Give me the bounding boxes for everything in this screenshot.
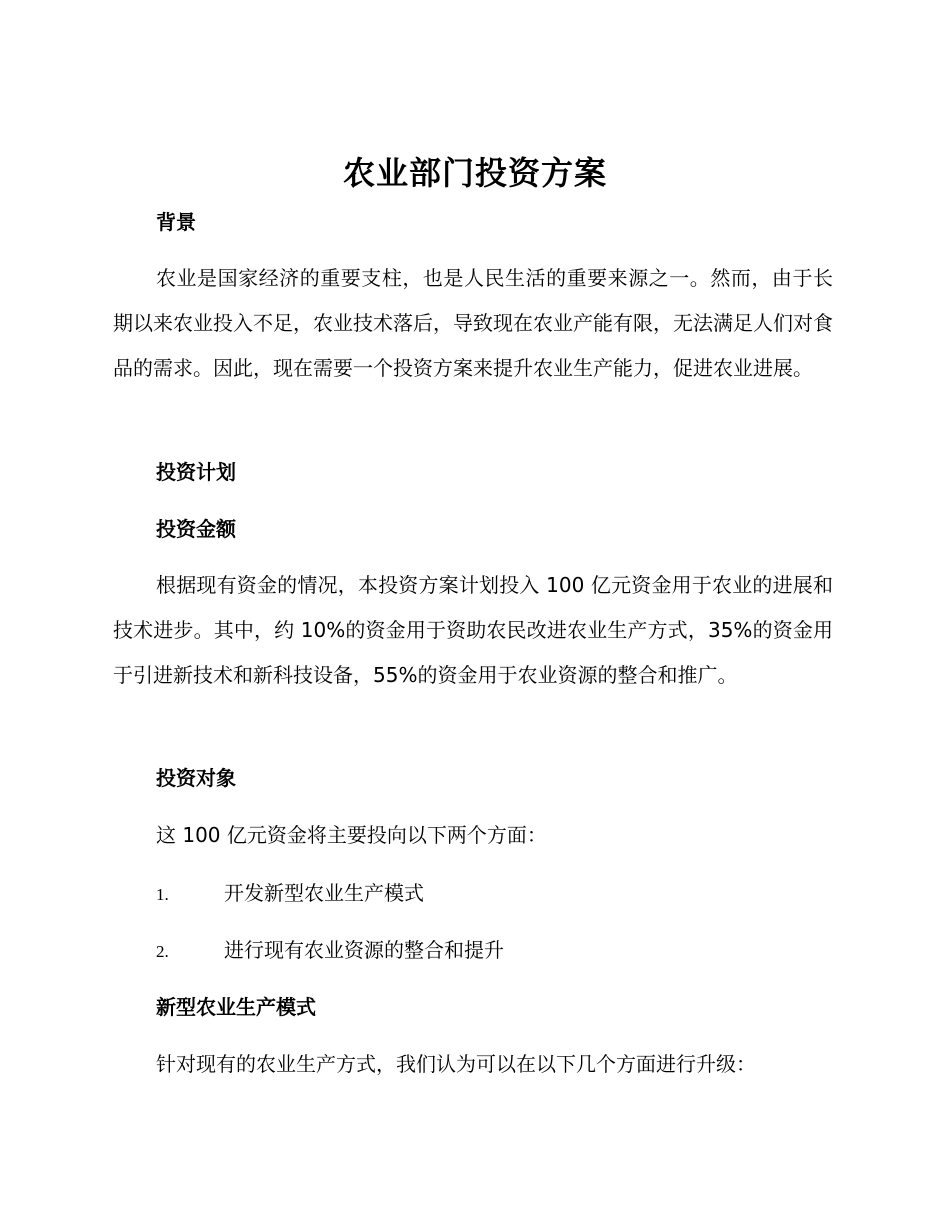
list-item-text: 开发新型农业生产模式 [224,881,424,905]
list-number: 2. [156,942,169,961]
newmode-intro: 针对现有的农业生产方式，我们认为可以在以下几个方面进行升级： [156,1052,756,1076]
amount-paragraph: 根据现有资金的情况，本投资方案计划投入 100 亿元资金用于农业的进展和技术进步。其中，约 10%的资金用于资助农民改进农业生产方式，35%的资金用于引进新技术和新科技设备，55%的资金用于农业资源的整合和推广。 [113,573,833,687]
amount-heading: 投资金额 [156,517,236,541]
target-heading: 投资对象 [156,766,236,790]
plan-heading: 投资计划 [156,460,236,484]
newmode-heading: 新型农业生产模式 [156,995,316,1019]
document-title: 农业部门投资方案 [342,154,607,192]
list-item [156,935,504,967]
background-paragraph: 农业是国家经济的重要支柱，也是人民生活的重要来源之一。然而，由于长期以来农业投入不足，农业技术落后，导致现在农业产能有限，无法满足人们对食品的需求。因此，现在需要一个投资方案来提升农业生产能力，促进农业进展。 [113,266,833,380]
list-item [156,878,424,910]
target-intro: 这 100 亿元资金将主要投向以下两个方面： [156,823,547,847]
background-heading: 背景 [156,210,196,234]
list-number: 1. [156,885,169,904]
list-item-text: 进行现有农业资源的整合和提升 [224,938,504,962]
